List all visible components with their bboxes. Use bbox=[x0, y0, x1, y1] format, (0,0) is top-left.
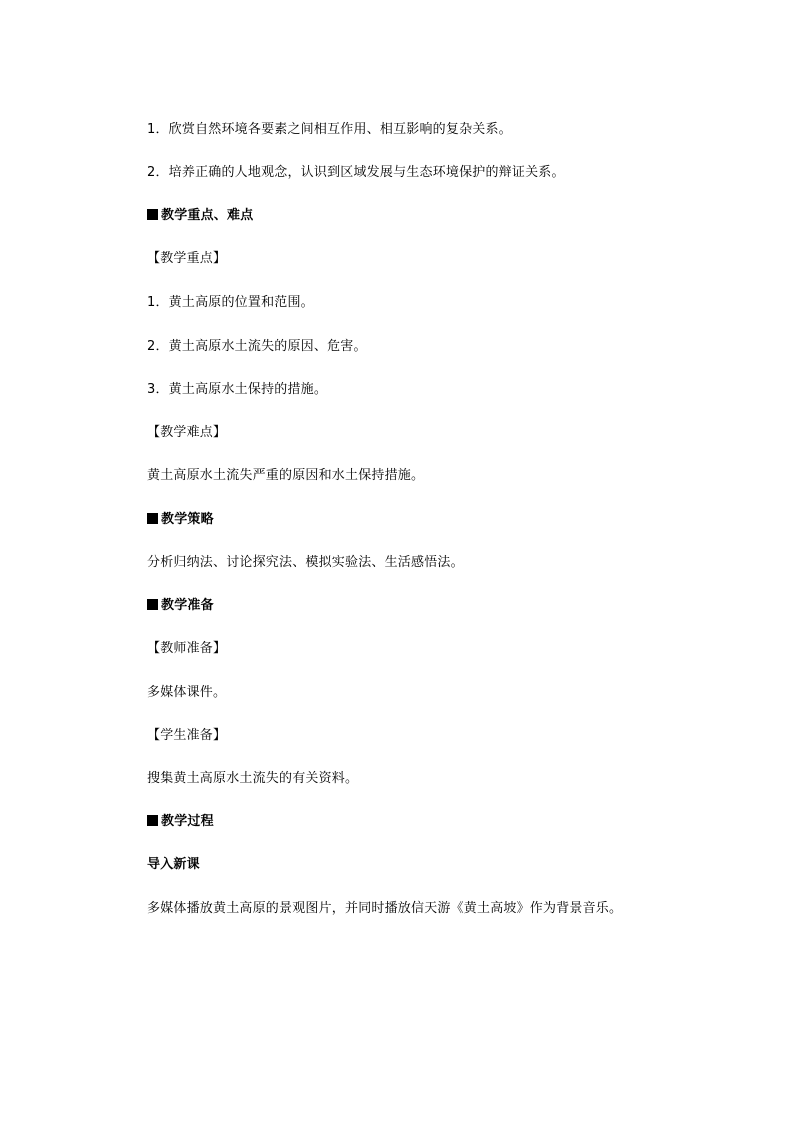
intro-heading: 导入新课 bbox=[147, 857, 200, 872]
goal-item-1: 1．欣赏自然环境各要素之间相互作用、相互影响的复杂关系。 bbox=[147, 122, 512, 137]
section-heading-preparation bbox=[147, 597, 214, 615]
key-point-1: 1．黄土高原的位置和范围。 bbox=[147, 295, 314, 310]
square-bullet-icon bbox=[147, 599, 158, 610]
goal-item-2: 2．培养正确的人地观念，认识到区域发展与生态环境保护的辩证关系。 bbox=[147, 165, 565, 180]
strategy-text: 分析归纳法、讨论探究法、模拟实验法、生活感悟法。 bbox=[147, 555, 464, 570]
teacher-prep-text: 多媒体课件。 bbox=[147, 685, 227, 700]
difficult-points-text: 黄土高原水土流失严重的原因和水土保持措施。 bbox=[147, 468, 425, 483]
section-heading-label: 教学重点、难点 bbox=[161, 208, 254, 223]
section-heading-key-difficult bbox=[147, 207, 253, 225]
subheading-student-prep: 【学生准备】 bbox=[147, 728, 227, 743]
square-bullet-icon bbox=[147, 513, 158, 524]
section-heading-process bbox=[147, 813, 214, 831]
section-heading-label: 教学策略 bbox=[161, 512, 214, 527]
subheading-teacher-prep: 【教师准备】 bbox=[147, 641, 227, 656]
subheading-key-points: 【教学重点】 bbox=[147, 251, 227, 266]
key-point-2: 2．黄土高原水土流失的原因、危害。 bbox=[147, 339, 367, 354]
key-point-3: 3．黄土高原水土保持的措施。 bbox=[147, 382, 328, 397]
square-bullet-icon bbox=[147, 815, 158, 826]
section-heading-strategy bbox=[147, 511, 214, 529]
section-heading-label: 教学过程 bbox=[161, 814, 214, 829]
intro-text: 多媒体播放黄土高原的景观图片，并同时播放信天游《黄土高坡》作为背景音乐。 bbox=[147, 901, 623, 916]
student-prep-text: 搜集黄土高原水土流失的有关资料。 bbox=[147, 771, 359, 786]
square-bullet-icon bbox=[147, 209, 158, 220]
section-heading-label: 教学准备 bbox=[161, 598, 214, 613]
subheading-difficult-points: 【教学难点】 bbox=[147, 425, 227, 440]
